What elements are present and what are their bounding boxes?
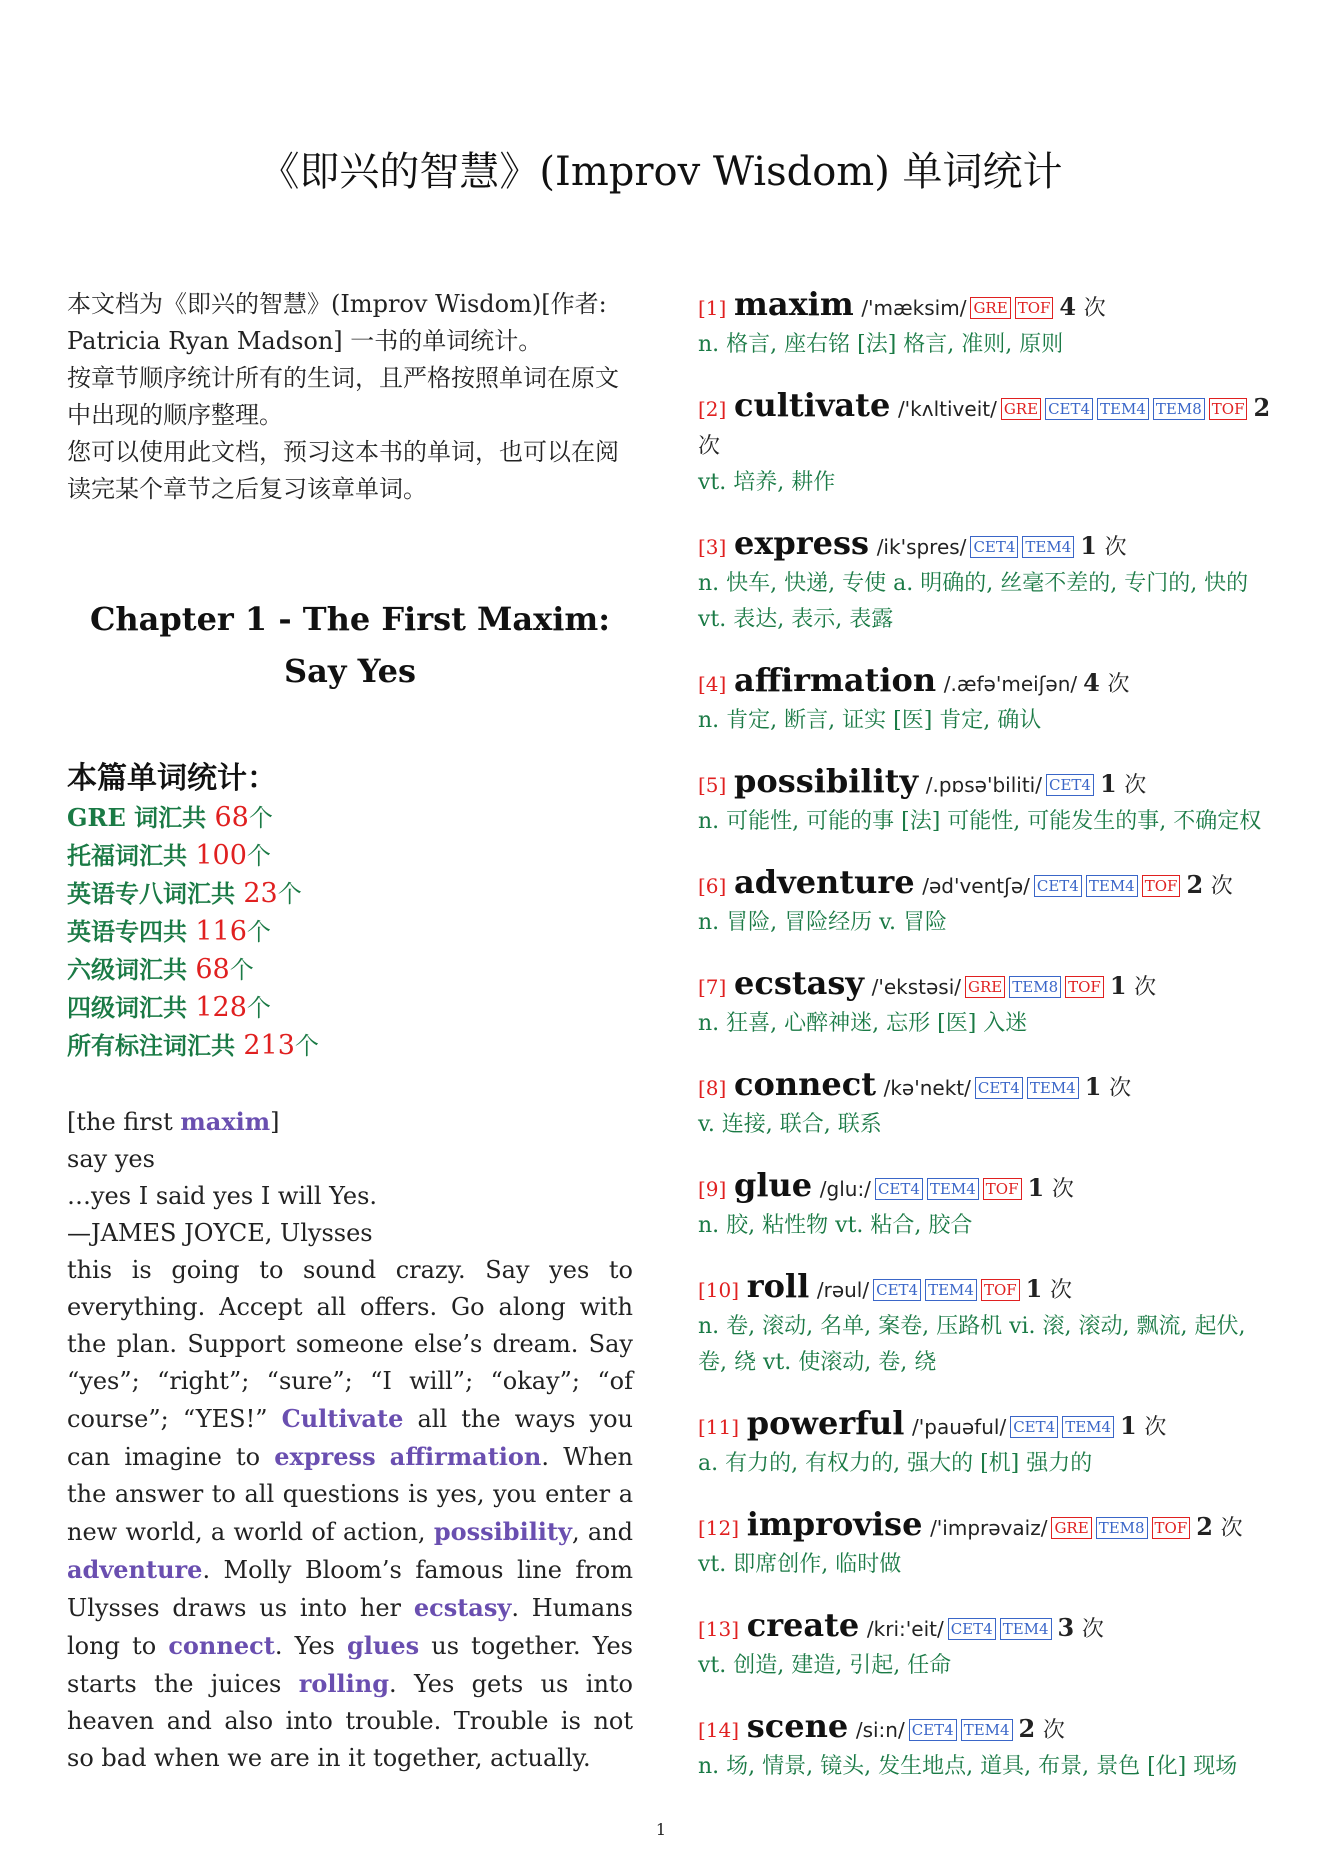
vocab-entry-head [698,662,1278,703]
vocab-index: [12] [698,1516,740,1540]
vocab-count: 3 [1057,1613,1075,1642]
vocab-definition: vt. 创造, 建造, 引起, 任命 [698,1653,952,1678]
exam-tag-badge: TOF [1065,976,1104,998]
exam-tag-badge: GRE [1001,398,1041,420]
vocab-definition: n. 肯定, 断言, 证实 [医] 肯定, 确认 [698,708,1042,733]
highlighted-word: Cultivate [281,1404,404,1433]
vocab-definition: n. 胶, 粘性物 vt. 粘合, 胶合 [698,1213,973,1238]
vocab-count: 1 [1027,1173,1045,1202]
vocab-count: 2 [1018,1714,1036,1743]
exam-tag-badge: TEM4 [961,1719,1013,1741]
exam-tag-badge: CET4 [975,1077,1023,1099]
stat-unit: 个 [246,994,271,1022]
document-title: 《即兴的智慧》(Improv Wisdom) 单词统计 [259,149,1063,195]
highlighted-word: affirmation [389,1442,542,1471]
stat-unit: 个 [294,1032,319,1060]
passage-text: . When the answer to all questions is yes, you enter a new world, a world of action, [67,1443,633,1546]
stat-count: 23 [243,878,278,909]
exam-tag-badge: CET4 [1046,774,1094,796]
highlighted-word: rolling [298,1669,389,1698]
vocab-entry [698,1066,1278,1143]
intro-paragraph [67,286,633,508]
vocab-entry [698,1268,1278,1381]
vocab-word: create [746,1606,860,1644]
vocab-word: connect [733,1065,876,1103]
vocab-word: adventure [733,863,915,901]
exam-tag-badge: TEM4 [927,1178,979,1200]
passage-text: . Yes gets us into heaven and also into trouble. Trouble is not so bad when we are in it together, actually. [67,1670,633,1772]
vocab-count-unit: 次 [1124,773,1147,798]
passage-quote: …yes I said yes I will Yes. [67,1182,378,1210]
exam-tag-badge: TOF [1142,875,1181,897]
vocab-entry [698,662,1278,739]
vocab-count: 1 [1025,1274,1043,1303]
vocab-index: [1] [698,296,727,320]
vocab-entry-head [698,965,1278,1006]
exam-tag-badge: CET4 [970,536,1018,558]
vocab-entry-head [698,1607,1278,1648]
vocab-index: [6] [698,874,727,898]
passage-text: . Humans long to [67,1594,633,1660]
vocab-phonetic: /si:n/ [855,1718,905,1742]
vocab-entry-head [698,864,1278,905]
exam-tag-badge: TOF [983,1178,1022,1200]
vocab-entry-head [698,286,1278,327]
vocab-entry [698,1607,1278,1684]
exam-tag-badge: TEM4 [1000,1618,1052,1640]
highlighted-word: glues [346,1631,420,1660]
exam-tag-badge: CET4 [948,1618,996,1640]
stat-unit: 个 [246,842,271,870]
intro-line: 本文档为《即兴的智慧》(Improv Wisdom)[作者: Patricia Ryan Madson] 一书的单词统计。 [67,290,607,355]
vocab-entry-head [698,1268,1278,1309]
vocab-index: [7] [698,975,727,999]
stat-row [67,913,633,951]
stat-count: 68 [195,954,230,985]
vocab-word: express [733,524,870,562]
vocab-definition: vt. 培养, 耕作 [698,470,836,495]
vocab-entry-head [698,1506,1278,1547]
passage-text: us together. Yes starts the juices [67,1632,633,1698]
stat-count: 116 [195,916,247,947]
passage-text: , and [571,1518,634,1546]
exam-tag-badge: TOF [1015,297,1054,319]
vocab-count-unit: 次 [1144,1415,1167,1440]
vocab-phonetic: /'ekstəsi/ [871,975,962,999]
stat-label: 英语专八词汇共 [67,879,244,908]
vocab-index: [13] [698,1617,740,1641]
vocab-count-unit: 次 [698,434,721,459]
stat-label: 托福词汇共 [67,841,196,870]
exam-tag-badge: CET4 [875,1178,923,1200]
stat-count: 213 [243,1030,295,1061]
vocab-entry-head [698,763,1278,804]
vocab-count: 1 [1120,1411,1137,1440]
intro-line: 您可以使用此文档，预习这本书的单词，也可以在阅读完某个章节之后复习该章单词。 [67,438,619,503]
passage-text: say yes [67,1145,155,1173]
vocab-definition: v. 连接, 联合, 联系 [698,1112,882,1137]
passage-text [376,1443,390,1471]
vocab-list [698,286,1278,1809]
vocab-entry-head [698,525,1278,566]
stat-label: 英语专四共 [67,917,196,946]
vocab-phonetic: /'kʌltiveit/ [897,397,997,421]
vocab-count: 2 [1196,1512,1213,1541]
chapter-title: Chapter 1 - The First Maxim: Say Yes [89,600,611,690]
passage-text: ] [270,1108,280,1136]
exam-tag-badge: TOF [1152,1517,1191,1539]
vocab-word: maxim [733,285,854,323]
exam-tag-badge: TEM4 [1062,1416,1114,1438]
passage-attribution: —JAMES JOYCE, Ulysses [67,1219,373,1247]
vocab-word: scene [746,1707,849,1745]
stat-label: 四级词汇共 [67,993,196,1022]
vocab-phonetic: /glu:/ [819,1177,871,1201]
vocab-entry [698,387,1278,501]
stat-label: 所有标注词汇共 [67,1031,244,1060]
vocab-definition: n. 格言, 座右铭 [法] 格言, 准则, 原则 [698,332,1064,357]
exam-tag-badge: TEM4 [1027,1077,1079,1099]
vocab-phonetic: /ik'spres/ [876,535,967,559]
vocab-word: improvise [746,1505,923,1543]
stat-unit: 个 [277,880,302,908]
vocab-entry [698,763,1278,840]
stat-row [67,875,633,913]
vocab-phonetic: /.æfə'meiʃən/ [943,672,1078,696]
highlighted-word: adventure [67,1555,203,1584]
vocab-definition: n. 冒险, 冒险经历 v. 冒险 [698,910,947,935]
vocab-word: glue [733,1166,813,1204]
vocab-entry [698,1167,1278,1244]
exam-tag-badge: TEM4 [1086,875,1138,897]
vocab-count-unit: 次 [1051,1177,1074,1202]
highlighted-word: express [274,1442,376,1471]
stat-row [67,951,633,989]
vocab-entry-head [698,1405,1278,1446]
vocab-count: 1 [1084,1072,1102,1101]
vocab-entry [698,525,1278,638]
highlighted-word: maxim [180,1107,271,1136]
page-number: 1 [655,1820,667,1839]
vocab-count: 1 [1109,971,1127,1000]
vocab-count-unit: 次 [1081,1617,1104,1642]
vocab-entry-head [698,1708,1278,1749]
vocab-definition: n. 狂喜, 心醉神迷, 忘形 [医] 入迷 [698,1011,1028,1036]
left-column [67,286,633,1777]
exam-tag-badge: TOF [981,1279,1020,1301]
vocab-index: [8] [698,1076,727,1100]
passage-text: this is going to sound crazy. Say yes to everything. Accept all offers. Go along with the plan. Support someone else’s dream. Say “yes”; “right”; “sure”; “I will”; “okay”; “of course”; “YES!” [67,1256,633,1433]
intro-line: 按章节顺序统计所有的生词，且严格按照单词在原文中出现的顺序整理。 [67,364,619,429]
vocab-phonetic: /'imprəvaiz/ [930,1516,1048,1540]
exam-tag-badge: CET4 [1010,1416,1058,1438]
exam-tag-badge: GRE [1051,1517,1091,1539]
stat-label: GRE 词汇共 [67,803,215,832]
vocab-entry [698,1405,1278,1482]
vocab-definition: n. 快车, 快递, 专使 a. 明确的, 丝毫不差的, 专门的, 快的 [698,571,1249,596]
stat-row [67,989,633,1027]
vocab-definition: vt. 即席创作, 临时做 [698,1552,902,1577]
vocab-entry [698,965,1278,1042]
vocab-definition: vt. 表达, 表示, 表露 [698,607,894,632]
vocab-count-unit: 次 [1210,874,1233,899]
exam-tag-badge: TEM8 [1153,398,1205,420]
vocab-phonetic: /'mæksim/ [861,296,967,320]
stats-heading: 本篇单词统计： [67,761,277,796]
vocab-entry [698,864,1278,941]
vocab-entry [698,1708,1278,1785]
vocab-entry-head [698,387,1278,465]
vocab-word: affirmation [733,661,937,699]
vocab-count-unit: 次 [1042,1718,1065,1743]
vocab-index: [10] [698,1278,740,1302]
exam-tag-badge: CET4 [909,1719,957,1741]
vocab-count-unit: 次 [1220,1516,1243,1541]
vocab-word: cultivate [733,386,891,424]
highlighted-word: connect [168,1631,275,1660]
stat-unit: 个 [229,956,254,984]
exam-tag-badge: TEM8 [1096,1517,1148,1539]
stat-row [67,837,633,875]
stat-count: 128 [195,992,247,1023]
vocab-phonetic: /'pauəful/ [912,1415,1007,1439]
vocab-count: 1 [1080,531,1097,560]
vocab-phonetic: /rəul/ [816,1278,870,1302]
vocab-phonetic: /kri:'eit/ [866,1617,944,1641]
stat-unit: 个 [248,804,273,832]
vocab-definition: a. 有力的, 有权力的, 强大的 [机] 强力的 [698,1451,1093,1476]
exam-tag-badge: CET4 [1034,875,1082,897]
stat-unit: 个 [246,918,271,946]
vocab-count-unit: 次 [1104,535,1127,560]
vocab-word: possibility [733,762,919,800]
vocab-count-unit: 次 [1134,975,1157,1000]
exam-tag-badge: TOF [1209,398,1248,420]
vocab-count: 4 [1059,292,1077,321]
exam-tag-badge: TEM8 [1009,976,1061,998]
vocab-phonetic: /.pɒsə'biliti/ [925,773,1042,797]
exam-tag-badge: GRE [970,297,1010,319]
chapter-passage [67,1103,633,1777]
exam-tag-badge: TEM4 [1022,536,1074,558]
stat-label: 六级词汇共 [67,955,196,984]
passage-text: all the ways you can imagine to [67,1405,634,1471]
exam-tag-badge: CET4 [873,1279,921,1301]
highlighted-word: ecstasy [413,1593,512,1622]
vocab-entry [698,286,1278,363]
vocab-count-unit: 次 [1109,1076,1132,1101]
passage-text: [the first [67,1108,181,1136]
vocab-word: powerful [746,1404,905,1442]
vocab-count-unit: 次 [1083,296,1106,321]
vocab-definition: n. 场, 情景, 镜头, 发生地点, 道具, 布景, 景色 [化] 现场 [698,1754,1238,1779]
vocab-entry-head [698,1066,1278,1107]
vocab-count: 4 [1083,668,1100,697]
vocab-index: [5] [698,773,727,797]
stat-row [67,1027,633,1065]
vocab-count: 2 [1253,393,1271,422]
vocab-definition: n. 可能性, 可能的事 [法] 可能性, 可能发生的事, 不确定权 [698,809,1262,834]
stats-list [67,799,633,1065]
vocab-index: [9] [698,1177,727,1201]
vocab-count-unit: 次 [1050,1278,1073,1303]
stat-count: 100 [195,840,247,871]
stat-row [67,799,633,837]
vocab-count: 2 [1186,870,1204,899]
exam-tag-badge: CET4 [1045,398,1093,420]
vocab-count: 1 [1099,769,1117,798]
exam-tag-badge: TEM4 [1097,398,1149,420]
vocab-index: [4] [698,672,727,696]
exam-tag-badge: TEM4 [925,1279,977,1301]
vocab-index: [14] [698,1718,740,1742]
passage-text: . Molly Bloom’s famous line from Ulysses draws us into her [67,1556,633,1622]
exam-tag-badge: GRE [965,976,1005,998]
highlighted-word: possibility [433,1517,572,1546]
vocab-phonetic: /əd'ventʃə/ [922,874,1030,898]
vocab-phonetic: /kə'nekt/ [883,1076,971,1100]
vocab-word: ecstasy [733,964,864,1002]
vocab-entry [698,1506,1278,1583]
vocab-count-unit: 次 [1107,672,1130,697]
vocab-definition: n. 卷, 滚动, 名单, 案卷, 压路机 vi. 滚, 滚动, 飘流, 起伏, 卷, 绕 vt. 使滚动, 卷, 绕 [698,1314,1246,1375]
vocab-index: [2] [698,397,727,421]
stat-count: 68 [214,802,249,833]
vocab-word: roll [746,1267,810,1305]
vocab-index: [3] [698,535,727,559]
passage-text: . Yes [274,1632,347,1660]
vocab-index: [11] [698,1415,740,1439]
vocab-entry-head [698,1167,1278,1208]
